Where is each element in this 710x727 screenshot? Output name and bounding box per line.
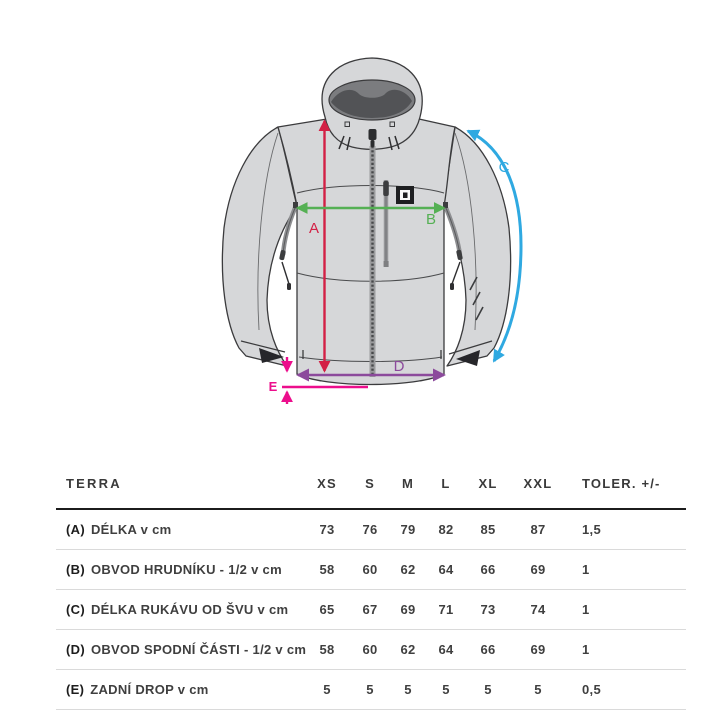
row-name: OBVOD HRUDNÍKU - 1/2 v cm <box>90 562 282 577</box>
value-tolerance: 0,5 <box>582 682 601 697</box>
value-s: 67 <box>362 602 378 617</box>
value-l: 64 <box>438 642 454 657</box>
value-l: 82 <box>438 522 454 537</box>
value-xxl: 74 <box>530 602 546 617</box>
jacket-body <box>278 119 455 385</box>
value-xl: 85 <box>480 522 496 537</box>
value-l: 71 <box>438 602 454 617</box>
value-m: 69 <box>400 602 416 617</box>
brand-logo-patch <box>396 186 414 204</box>
value-m: 79 <box>400 522 416 537</box>
col-header-m: M <box>401 475 415 491</box>
row-name: OBVOD SPODNÍ ČÁSTI - 1/2 v cm <box>90 642 307 657</box>
col-header-tolerance: TOLER. +/- <box>582 475 661 491</box>
measurement-e-label: E <box>268 379 278 394</box>
value-xl: 66 <box>480 562 496 577</box>
col-header-s: S <box>365 475 375 491</box>
table-header-row <box>56 458 686 510</box>
value-l: 5 <box>442 682 450 697</box>
table-row-chest <box>56 550 686 590</box>
value-xs: 58 <box>319 642 335 657</box>
value-xxl: 5 <box>534 682 542 697</box>
table-row-bottom <box>56 630 686 670</box>
col-header-xs: XS <box>317 475 337 491</box>
value-xl: 5 <box>484 682 492 697</box>
value-xl: 73 <box>480 602 496 617</box>
row-key: (B) <box>66 562 85 577</box>
value-xxl: 69 <box>530 562 546 577</box>
row-name: DÉLKA RUKÁVU OD ŠVU v cm <box>90 602 289 617</box>
col-header-xxl: XXL <box>523 475 553 491</box>
row-key: (D) <box>66 642 85 657</box>
value-m: 62 <box>400 642 416 657</box>
value-s: 60 <box>362 562 378 577</box>
value-xs: 65 <box>319 602 335 617</box>
row-name: DÉLKA v cm <box>90 522 172 537</box>
value-s: 5 <box>366 682 374 697</box>
col-header-l: L <box>441 475 451 491</box>
zipper-slider <box>369 129 377 140</box>
value-xxl: 69 <box>530 642 546 657</box>
value-xs: 58 <box>319 562 335 577</box>
value-xl: 66 <box>480 642 496 657</box>
value-xs: 5 <box>323 682 331 697</box>
value-tolerance: 1 <box>582 642 590 657</box>
chest-pocket-pull <box>383 181 389 196</box>
table-row-length <box>56 510 686 550</box>
table-row-sleeve <box>56 590 686 630</box>
row-key: (E) <box>66 682 85 697</box>
value-s: 76 <box>362 522 378 537</box>
value-m: 62 <box>400 562 416 577</box>
value-xs: 73 <box>319 522 335 537</box>
value-tolerance: 1 <box>582 602 590 617</box>
value-tolerance: 1 <box>582 562 590 577</box>
size-table <box>56 458 686 710</box>
row-name: ZADNÍ DROP v cm <box>90 682 209 697</box>
col-header-xl: XL <box>478 475 498 491</box>
value-xxl: 87 <box>530 522 546 537</box>
value-s: 60 <box>362 642 378 657</box>
measurement-d-label: D <box>393 358 405 375</box>
value-tolerance: 1,5 <box>582 522 601 537</box>
row-key: (C) <box>66 602 85 617</box>
zipper-pull <box>371 140 375 147</box>
measurement-c-label: C <box>498 159 510 176</box>
brand-name: TERRA <box>66 475 122 491</box>
table-row-drop <box>56 670 686 710</box>
chest-pocket-stop <box>384 261 389 267</box>
row-key: (A) <box>66 522 85 537</box>
value-m: 5 <box>404 682 412 697</box>
value-l: 64 <box>438 562 454 577</box>
measurement-b-label: B <box>425 211 437 228</box>
measurement-a-label: A <box>308 220 320 237</box>
